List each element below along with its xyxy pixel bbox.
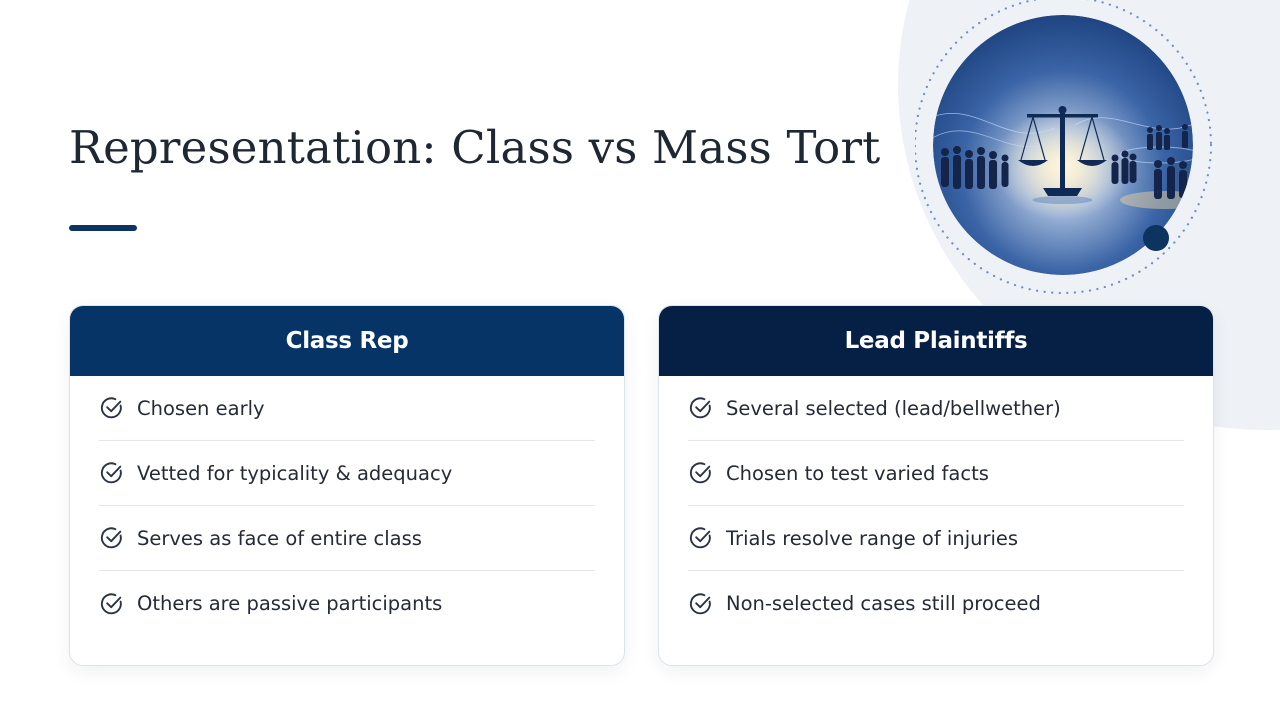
list-item — [99, 441, 595, 506]
list-item-text: Chosen to test varied facts — [726, 461, 989, 485]
lead-plaintiffs-title: Lead Plaintiffs — [844, 328, 1028, 354]
check-circle-icon — [688, 591, 714, 617]
check-circle-icon — [688, 460, 714, 486]
title-underline — [69, 225, 137, 231]
check-circle-icon — [99, 460, 125, 486]
accent-dot — [1143, 225, 1169, 251]
list-item-text: Several selected (lead/bellwether) — [726, 396, 1061, 420]
list-item-text: Chosen early — [137, 396, 265, 420]
list-item-text: Serves as face of entire class — [137, 526, 422, 550]
slide-title: Representation: Class vs Mass Tort — [69, 121, 881, 174]
class-rep-header — [70, 306, 624, 376]
check-circle-icon — [99, 591, 125, 617]
list-item-text: Trials resolve range of injuries — [726, 526, 1019, 550]
list-item — [688, 376, 1184, 441]
lead-plaintiffs-list — [659, 376, 1213, 636]
check-circle-icon — [688, 525, 714, 551]
list-item-text: Non-selected cases still proceed — [726, 592, 1041, 615]
list-item — [688, 571, 1184, 636]
list-item — [688, 506, 1184, 571]
check-circle-icon — [99, 395, 125, 421]
list-item — [99, 376, 595, 441]
check-circle-icon — [688, 395, 714, 421]
list-item — [99, 506, 595, 571]
class-rep-card — [69, 305, 625, 666]
list-item-text: Vetted for typicality & adequacy — [137, 461, 453, 485]
list-item-text: Others are passive participants — [137, 592, 443, 615]
lead-plaintiffs-header — [659, 306, 1213, 376]
check-circle-icon — [99, 525, 125, 551]
list-item — [688, 441, 1184, 506]
class-rep-title: Class Rep — [285, 328, 409, 354]
hero-illustration — [915, 0, 1215, 300]
lead-plaintiffs-card — [658, 305, 1214, 666]
list-item — [99, 571, 595, 636]
class-rep-list — [70, 376, 624, 636]
